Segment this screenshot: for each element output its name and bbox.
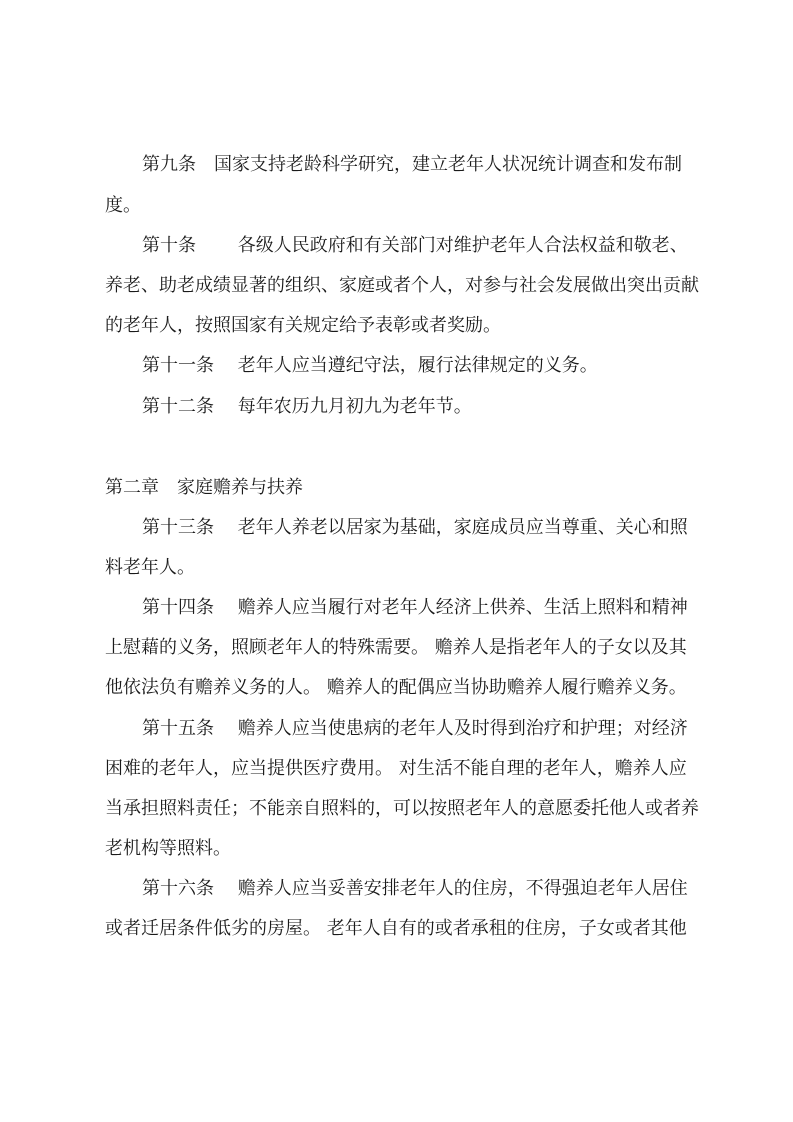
article-13-line-1: 第十三条 老年人养老以居家为基础，家庭成员应当尊重、关心和照 <box>142 517 688 538</box>
article-9-line-2: 度。 <box>105 195 141 216</box>
article-14-line-2: 上慰藉的义务，照顾老年人的特殊需要。 赡养人是指老年人的子女以及其 <box>105 637 687 658</box>
article-12-line-1: 第十二条 每年农历九月初九为老年节。 <box>142 396 472 417</box>
article-14-line-1: 第十四条 赡养人应当履行对老年人经济上供养、生活上照料和精神 <box>142 597 688 618</box>
article-15-line-3: 当承担照料责任；不能亲自照料的，可以按照老年人的意愿委托他人或者养 <box>105 798 699 819</box>
chapter-2-heading: 第二章 家庭赡养与扶养 <box>105 477 303 498</box>
article-13-line-2: 料老年人。 <box>105 557 195 578</box>
article-15-line-2: 困难的老年人，应当提供医疗费用。 对生活不能自理的老年人，赡养人应 <box>105 758 687 779</box>
article-10-line-3: 的老年人，按照国家有关规定给予表彰或者奖励。 <box>105 315 501 336</box>
article-9-line-1: 第九条 国家支持老龄科学研究，建立老年人状况统计调查和发布制 <box>142 154 682 175</box>
article-10-line-1: 第十条 各级人民政府和有关部门对维护老年人合法权益和敬老、 <box>142 235 688 256</box>
article-10-line-2: 养老、助老成绩显著的组织、家庭或者个人，对参与社会发展做出突出贡献 <box>105 275 699 296</box>
article-14-line-3: 他依法负有赡养义务的人。 赡养人的配偶应当协助赡养人履行赡养义务。 <box>105 677 687 698</box>
article-11-line-1: 第十一条 老年人应当遵纪守法，履行法律规定的义务。 <box>142 355 598 376</box>
article-15-line-4: 老机构等照料。 <box>105 838 231 859</box>
article-15-line-1: 第十五条 赡养人应当使患病的老年人及时得到治疗和护理；对经济 <box>142 718 688 739</box>
article-16-line-1: 第十六条 赡养人应当妥善安排老年人的住房，不得强迫老年人居住 <box>142 878 688 899</box>
article-16-line-2: 或者迁居条件低劣的房屋。 老年人自有的或者承租的住房，子女或者其他 <box>105 918 687 939</box>
